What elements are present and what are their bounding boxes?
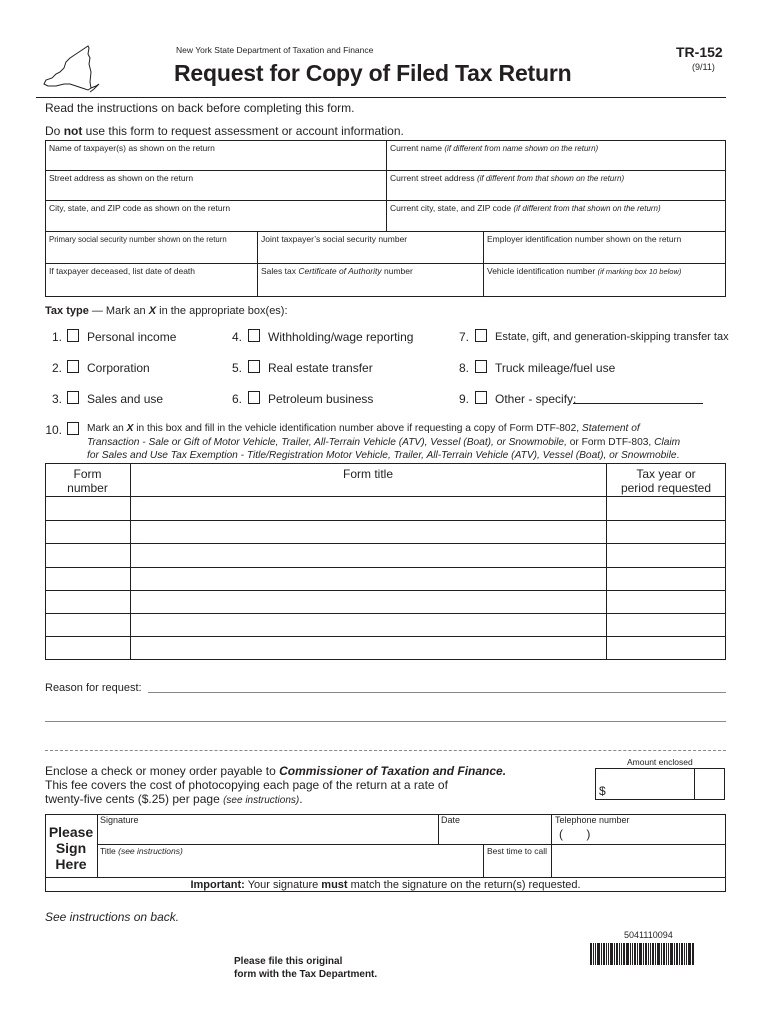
item-10-text-part: . — [676, 450, 680, 461]
barcode-number: 5041110094 — [624, 930, 673, 940]
important-text: match the signature on the return(s) requested. — [347, 879, 581, 891]
tax-type-num-10: 10. — [45, 423, 62, 437]
payment-line-3 — [45, 792, 506, 808]
tax-type-instruction: in the appropriate box(es): — [156, 305, 288, 317]
file-original-text: Please file this original — [234, 956, 343, 967]
table-row[interactable] — [45, 590, 726, 591]
payment-text: (see instructions) — [223, 795, 300, 806]
payment-line-2: This fee covers the cost of photocopying each page of the return at a rate of — [45, 778, 448, 792]
payment-text: Enclose a check or money order payable to — [45, 764, 280, 778]
table-row[interactable] — [45, 543, 726, 544]
see-instructions-note: See instructions on back. — [45, 910, 180, 924]
important-label: Important: — [190, 879, 245, 891]
tax-type-withholding: Withholding/wage reporting — [268, 330, 414, 344]
reason-input-line-1[interactable] — [148, 692, 726, 693]
table-row[interactable] — [45, 636, 726, 637]
payment-instructions — [45, 764, 506, 808]
title-label: Title — [100, 846, 116, 856]
please-sign-divider — [97, 814, 98, 877]
signature-important-note — [45, 879, 726, 891]
file-original-note — [234, 955, 377, 981]
checkbox-withholding[interactable] — [248, 329, 260, 342]
joint-ssn-field[interactable] — [257, 231, 483, 263]
item-10-line-3 — [87, 449, 680, 463]
item-10-text-part: Mark an — [87, 423, 127, 434]
vin-field[interactable] — [483, 263, 726, 297]
col-header-tax-year — [606, 467, 726, 495]
field-label: Current city, state, and ZIP code — [390, 203, 512, 213]
item-10-text — [87, 422, 680, 463]
col-header-text: Tax year or — [636, 467, 696, 481]
barcode — [590, 943, 695, 965]
tax-type-label: Tax type — [45, 305, 89, 317]
tax-type-other: Other - specify: — [495, 392, 577, 406]
section-divider — [45, 750, 726, 751]
field-label: number — [381, 266, 413, 276]
field-label: Current name — [390, 143, 442, 153]
telephone-field[interactable]: ( ) — [559, 827, 591, 841]
table-row[interactable] — [45, 520, 726, 521]
tax-type-num-2: 2. — [51, 361, 62, 375]
item-10-text-part: in this box and fill in the vehicle identification number above if requesting a copy of Form DTF-802, — [133, 423, 582, 434]
form-id: TR-152 — [676, 44, 723, 60]
form-revision: (9/11) — [692, 62, 715, 72]
sales-tax-certificate-field[interactable] — [257, 263, 483, 297]
current-street-field[interactable] — [386, 170, 726, 200]
item-10-line-2 — [87, 436, 680, 450]
reason-input-line-2[interactable] — [45, 721, 726, 722]
checkbox-estate-gift[interactable] — [475, 329, 487, 342]
tax-type-instruction: — Mark an — [88, 305, 149, 317]
file-original-text: form with the Tax Department. — [234, 969, 378, 980]
item-10-text-part: Claim — [654, 436, 681, 448]
checkbox-other[interactable] — [475, 391, 487, 404]
payment-text: . — [299, 792, 303, 806]
new-york-state-outline-icon — [36, 44, 100, 96]
checkbox-personal-income[interactable] — [67, 329, 79, 342]
field-label: Street address as shown on the return — [49, 173, 194, 183]
header-rule — [36, 97, 726, 98]
please-sign-text: Sign — [55, 840, 87, 856]
col-header-form-number — [45, 467, 130, 495]
checkbox-petroleum-business[interactable] — [248, 391, 260, 404]
please-sign-here — [45, 824, 97, 872]
sig-divider — [551, 814, 552, 877]
field-note: (if different from that shown on the return) — [513, 204, 661, 213]
item-10-x: X — [126, 423, 134, 434]
tax-type-num-1: 1. — [51, 330, 62, 344]
sig-row-divider — [45, 877, 726, 878]
ein-field[interactable] — [483, 231, 726, 263]
item-10-text-part: Statement of — [581, 423, 640, 434]
tax-type-estate-gift: Estate, gift, and generation-skipping transfer tax — [495, 331, 729, 343]
tax-type-truck-mileage: Truck mileage/fuel use — [495, 361, 616, 375]
item-10-text-part: for Sales and Use Tax Exemption - Title/Registration Motor Vehicle, Trailer, All-Terrain Vehicle (ATV), Vessel (Boat), or Snowmobile — [87, 450, 677, 461]
field-label: City, state, and ZIP code as shown on the return — [49, 203, 231, 213]
tax-type-corporation: Corporation — [87, 361, 150, 375]
tax-type-num-4: 4. — [231, 330, 242, 344]
table-row[interactable] — [45, 613, 726, 614]
street-on-return-field[interactable] — [45, 170, 386, 200]
other-specify-line[interactable] — [573, 403, 703, 404]
currency-symbol: $ — [599, 784, 606, 798]
tax-type-heading — [45, 305, 288, 317]
title-field[interactable] — [100, 846, 480, 874]
tax-type-petroleum-business: Petroleum business — [268, 392, 374, 406]
table-row[interactable] — [45, 496, 726, 497]
name-on-return-field[interactable] — [45, 140, 386, 170]
date-of-death-field[interactable] — [45, 263, 257, 297]
agency-name: New York State Department of Taxation and Finance — [176, 45, 374, 55]
amount-cents-divider — [694, 768, 695, 800]
primary-ssn-field[interactable] — [45, 231, 257, 263]
instructions-emphasis: not — [63, 124, 83, 138]
payee-name: Commissioner of Taxation and Finance. — [279, 764, 507, 778]
field-note: (if marking box 10 below) — [597, 267, 682, 276]
telephone-field-label: Telephone number — [555, 815, 630, 825]
payment-line-1 — [45, 764, 506, 778]
checkbox-vehicle-dtf[interactable] — [67, 422, 79, 435]
tax-type-x: X — [148, 305, 157, 317]
best-time-field[interactable]: Best time to call — [487, 846, 547, 856]
checkbox-sales-and-use[interactable] — [67, 391, 79, 404]
sig-divider — [438, 814, 439, 844]
tax-type-num-6: 6. — [231, 392, 242, 406]
city-on-return-field[interactable] — [45, 200, 386, 231]
tax-type-num-3: 3. — [51, 392, 62, 406]
col-header-form-title: Form title — [342, 467, 393, 481]
instructions-text: use this form to request assessment or account information. — [82, 124, 404, 138]
field-note: (if different from that shown on the return) — [476, 174, 625, 183]
checkbox-truck-mileage[interactable] — [475, 360, 487, 373]
title-note: (see instructions) — [118, 846, 183, 856]
tax-type-real-estate-transfer: Real estate transfer — [268, 361, 373, 375]
field-label: If taxpayer deceased, list date of death — [49, 266, 196, 276]
current-name-field[interactable] — [386, 140, 726, 170]
please-sign-text: Here — [55, 856, 87, 872]
field-label: Sales tax — [261, 266, 299, 276]
checkbox-corporation[interactable] — [67, 360, 79, 373]
col-header-text: Form — [73, 467, 102, 481]
sig-divider — [483, 844, 484, 877]
amount-enclosed-label: Amount enclosed — [627, 757, 693, 767]
field-note: (if different from name shown on the return) — [444, 144, 599, 153]
col-header-text: period requested — [620, 481, 712, 495]
tax-type-personal-income: Personal income — [87, 330, 177, 344]
field-label: Joint taxpayer’s social security number — [261, 234, 408, 244]
tax-type-num-9: 9. — [458, 392, 469, 406]
field-label: Primary social security number shown on the return — [49, 235, 227, 244]
date-field[interactable]: Date — [441, 815, 461, 825]
reason-label: Reason for request: — [45, 682, 142, 694]
col-header-text: number — [67, 481, 108, 495]
instructions-text: Do — [45, 124, 64, 138]
field-label: Vehicle identification number — [487, 266, 596, 276]
tax-type-num-7: 7. — [458, 330, 469, 344]
payment-text: twenty-five cents ($.25) per page — [45, 792, 224, 806]
field-label: Employer identification number shown on the return — [487, 234, 682, 244]
sig-row-divider — [97, 844, 726, 845]
table-col-divider — [130, 463, 131, 660]
checkbox-real-estate-transfer[interactable] — [248, 360, 260, 373]
page-title: Request for Copy of Filed Tax Return — [174, 60, 572, 86]
field-label-italic: Certificate of Authority — [298, 266, 382, 276]
tax-type-num-8: 8. — [458, 361, 469, 375]
please-sign-text: Please — [48, 824, 94, 840]
signature-field[interactable]: Signature — [100, 815, 139, 825]
instructions-line-2 — [45, 124, 404, 138]
table-row[interactable] — [45, 567, 726, 568]
important-text: Your signature — [244, 879, 322, 891]
current-city-field[interactable] — [386, 200, 726, 231]
tax-type-sales-and-use: Sales and use — [87, 392, 164, 406]
field-label: Current street address — [390, 173, 475, 183]
amount-enclosed-field[interactable] — [595, 768, 725, 800]
field-label: Name of taxpayer(s) as shown on the return — [49, 143, 215, 153]
item-10-text-part: or Form DTF-803, — [566, 436, 655, 448]
tax-type-num-5: 5. — [231, 361, 242, 375]
instructions-line-1: Read the instructions on back before completing this form. — [45, 101, 355, 115]
important-emphasis: must — [321, 879, 348, 891]
item-10-line-1 — [87, 422, 680, 436]
item-10-text-part: Transaction - Sale or Gift of Motor Vehicle, Trailer, All-Terrain Vehicle (ATV), Vessel (Boat), or Snowmobile, — [87, 436, 567, 448]
